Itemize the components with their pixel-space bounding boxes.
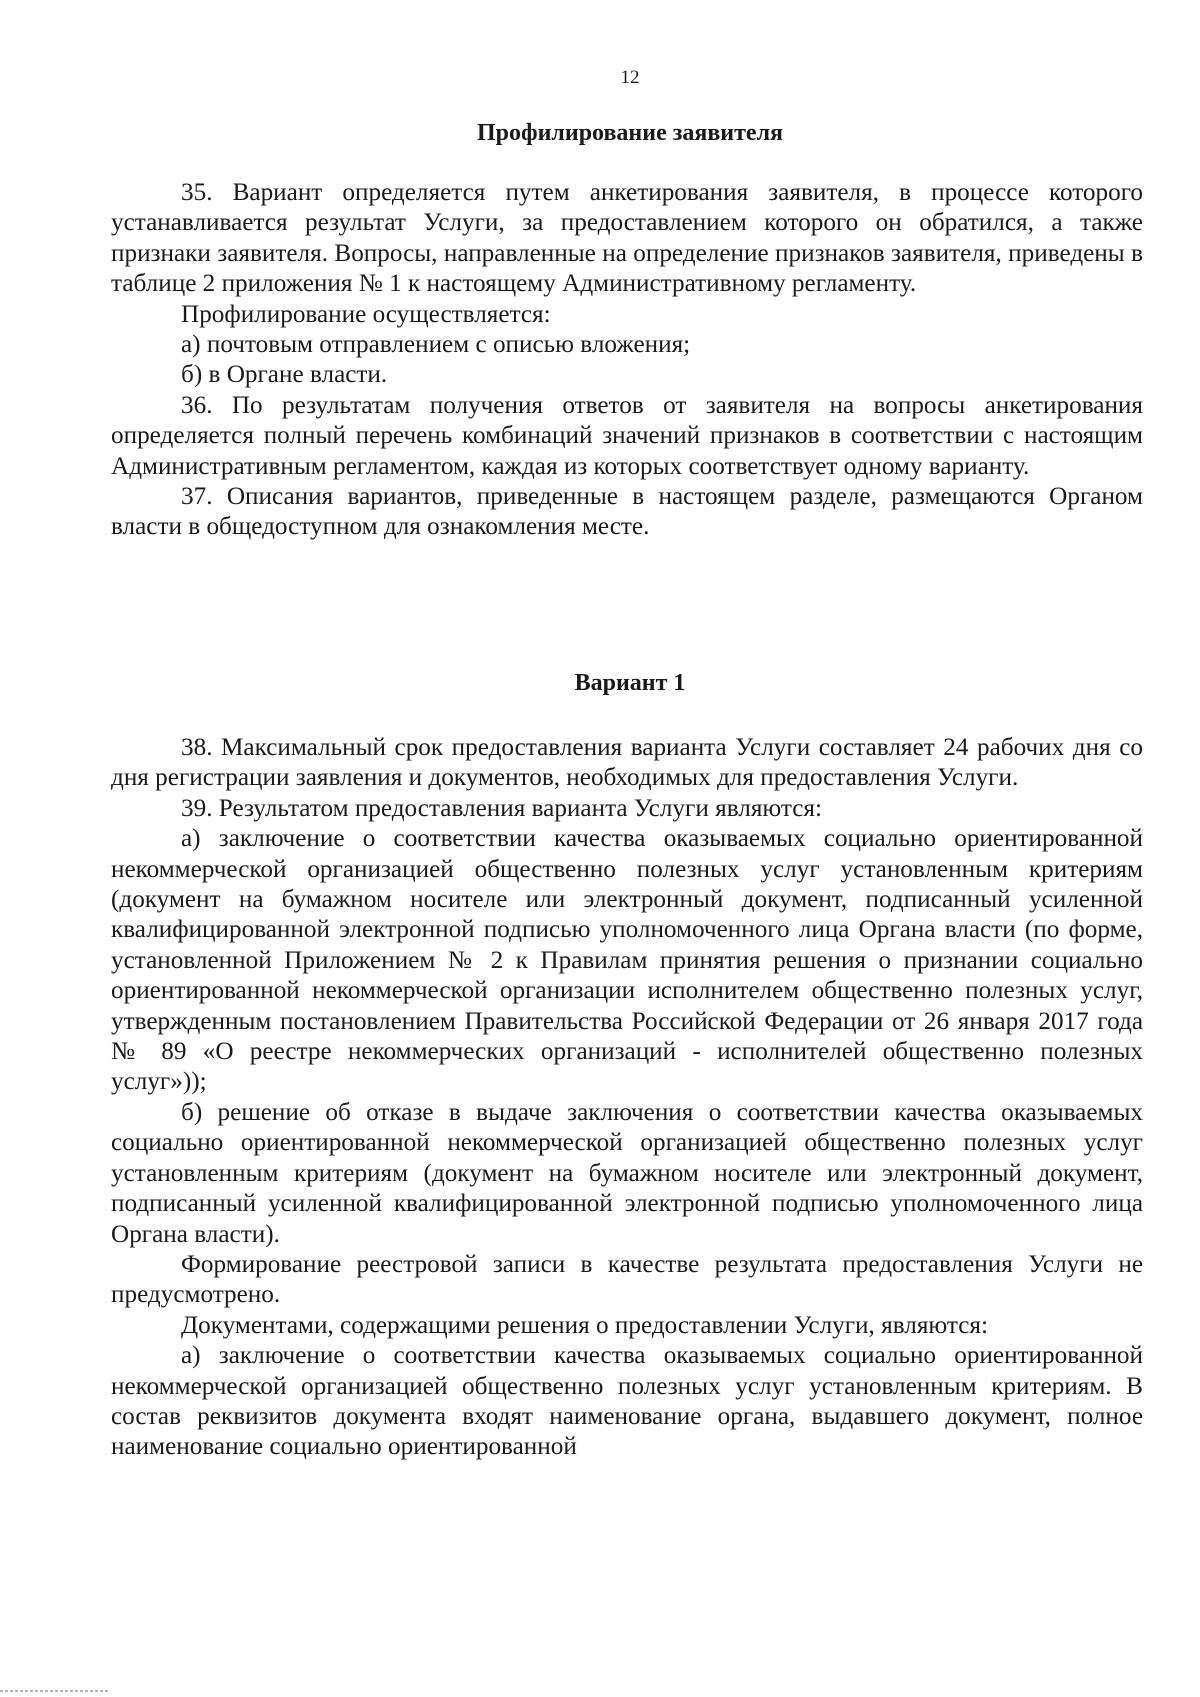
paragraph-35: 35. Вариант определяется путем анкетирования заявителя, в процессе которого устанавливается результат Услуги, за предоставлением которого он обратился, а также признаки заявителя. Вопросы, направленные на определение признаков заявителя, приведены в таблице 2 приложения № 1 к настоящему Административному регламенту. <box>111 179 1143 298</box>
section-title: Профилирование заявителя <box>476 120 784 146</box>
paragraph-profiling-b: б) в Органе власти. <box>181 361 388 389</box>
paragraph-39: 39. Результатом предоставления варианта Услуги являются: <box>181 794 822 822</box>
section2-body <box>111 733 1143 1463</box>
paragraph-39-a: а) заключение о соответствии качества оказываемых социально ориентированной некоммерческой организацией общественно полезных услуг установленным критериям (документ на бумажном носителе или электронный документ, подписанный усиленной квалифицированной электронной подписью уполномоченного лица Органа власти (по форме, установленной Приложением № 2 к Правилам принятия решения о признании социально ориентированной некоммерческой организации исполнителем общественно полезных услуг, утвержденным постановлением Правительства Российской Федерации от 26 января 2017 года № 89 «О реестре некоммерческих организаций - исполнителей общественно полезных услуг»)); <box>111 825 1143 1096</box>
paragraph-profiling-a: а) почтовым отправлением с описью вложения; <box>181 331 691 359</box>
paragraph-profiling-intro: Профилирование осуществляется: <box>181 300 551 328</box>
section1-body <box>111 178 1143 543</box>
paragraph-decision-documents-a: а) заключение о соответствии качества оказываемых социально ориентированной некоммерческой организацией общественно полезных услуг установленным критериям. В состав реквизитов документа входят наименование органа, выдавшего документ, полное наименование социально ориентированной <box>111 1342 1143 1461</box>
page-number: 12 <box>620 67 640 88</box>
paragraph-38: 38. Максимальный срок предоставления варианта Услуги составляет 24 рабочих дня со дня регистрации заявления и документов, необходимых для предоставления Услуги. <box>111 734 1143 792</box>
scan-edge-mark <box>0 1690 110 1692</box>
paragraph-decision-documents: Документами, содержащими решения о предоставлении Услуги, являются: <box>181 1311 988 1339</box>
variant-title: Вариант 1 <box>574 670 686 696</box>
paragraph-36: 36. По результатам получения ответов от заявителя на вопросы анкетирования определяется полный перечень комбинаций значений признаков в соответствии с настоящим Административным регламентом, каждая из которых соответствует одному варианту. <box>111 391 1143 480</box>
paragraph-registry-record: Формирование реестровой записи в качестве результата предоставления Услуги не предусмотрено. <box>111 1250 1143 1309</box>
paragraph-37: 37. Описания вариантов, приведенные в настоящем разделе, размещаются Органом власти в общедоступном для ознакомления месте. <box>111 483 1143 541</box>
paragraph-39-b: б) решение об отказе в выдаче заключения о соответствии качества оказываемых социально ориентированной некоммерческой организацией общественно полезных услуг установленным критериям (документ на бумажном носителе или электронный документ, подписанный усиленной квалифицированной электронной подписью уполномоченного лица Органа власти). <box>111 1098 1143 1248</box>
